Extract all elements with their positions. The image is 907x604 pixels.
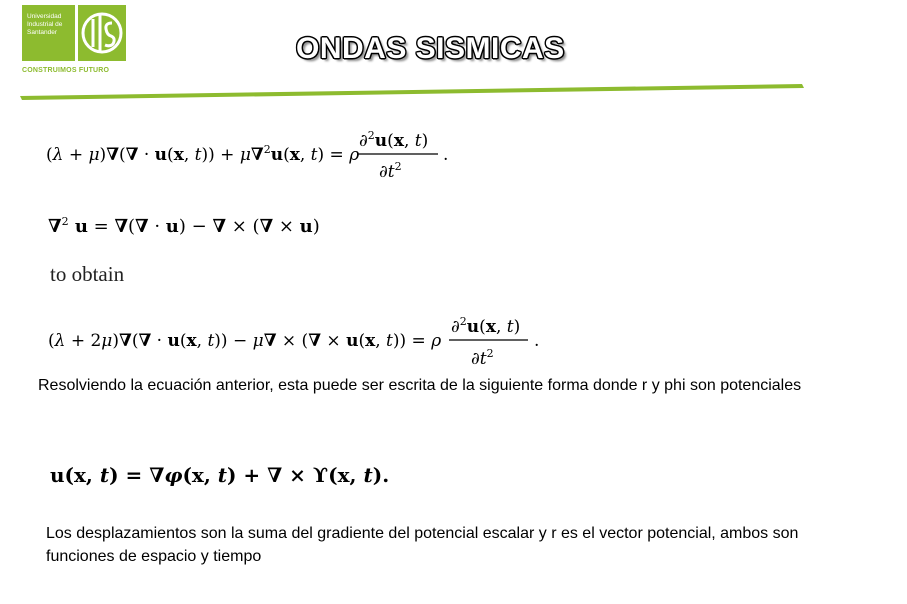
logo-line-2: Industrial de: [27, 21, 63, 28]
equation-navier: [46, 124, 456, 190]
paragraph-displacements: Los desplazamientos son la suma del gradiente del potencial escalar y r es el vector potencial, ambos son funciones de espacio y tiempo: [46, 525, 799, 565]
svg-text:∂t2: $\partial t^2$: [379, 160, 402, 182]
logo-line-3: Santander: [27, 29, 57, 36]
equation-helmholtz: [50, 454, 400, 498]
rearranged-equation-graphic: [48, 312, 548, 374]
svg-text:u(x, t) = ∇φ(x, t) + ∇ × ϒ(x,: u(x, t) = ∇φ(x, t) + ∇ × ϒ(x, t).: [50, 463, 390, 487]
uis-logo: [22, 5, 128, 77]
svg-text:.: .: [443, 145, 449, 165]
helmholtz-equation-graphic: [50, 454, 400, 494]
svg-text:.: .: [534, 331, 540, 351]
title-divider: [20, 84, 804, 100]
navier-equation-graphic: [46, 124, 456, 186]
logo-slogan: CONSTRUIMOS FUTURO: [22, 67, 110, 74]
svg-text:∂2u(x, t): ∂$^2$u(x, t): [359, 129, 429, 151]
to-obtain-text: to obtain: [50, 262, 125, 286]
svg-text:∇2 u = ∇(∇ · u) − ∇ × (∇ × u): ∇$^2$ u = ∇(∇ · u) − ∇ × (∇ × u): [48, 215, 320, 237]
equation-vector-identity: [48, 208, 318, 246]
equation-rearranged: [48, 312, 548, 378]
svg-text:∂t2: $\partial t^2$: [471, 347, 494, 369]
svg-text:(λ + 2μ)∇(∇ · u(x, t)) − μ∇ ×: (λ + 2μ)∇(∇ · u(x, t)) − μ∇ × (∇ × u(x, t)) = ρ: [48, 331, 442, 351]
svg-text:(λ + μ)∇(∇ · u(x, t)) + μ∇2u(x: (λ + μ)∇(∇ · u(x, t)) + μ∇$^2$u(x, t) = ρ: [46, 143, 360, 165]
svg-text:∂2u(x, t): ∂$^2$u(x, t): [451, 315, 521, 337]
uis-monogram-icon: [78, 5, 126, 61]
logo-monogram: [78, 5, 126, 61]
logo-university-name: [22, 5, 75, 61]
paragraph-potentials: Resolviendo la ecuación anterior, esta puede ser escrita de la siguiente forma donde r y phi son potenciales: [38, 377, 802, 394]
logo-line-1: Universidad: [27, 13, 62, 20]
page-title: ONDAS SISMICAS: [296, 32, 565, 65]
vector-identity-graphic: [48, 208, 318, 242]
